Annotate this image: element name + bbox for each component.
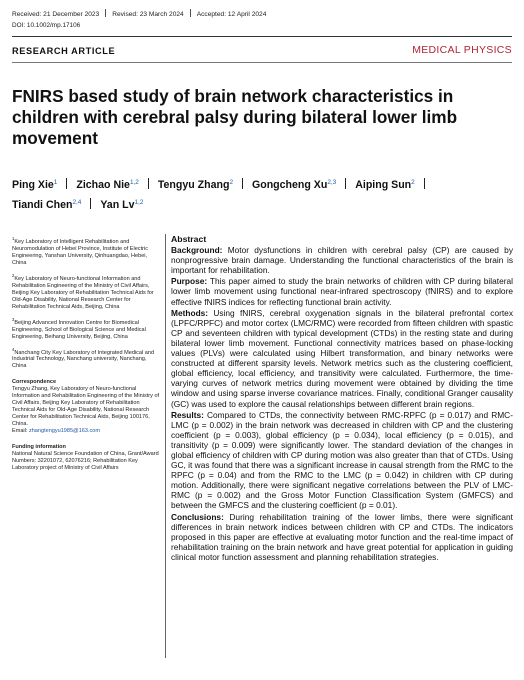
- header-rule-bottom: [12, 62, 512, 63]
- author[interactable]: Tengyu Zhang$^2$: [157, 179, 233, 191]
- author-list: [12, 174, 512, 214]
- abstract-background: Background: Motor dysfunctions in children with cerebral palsy (CP) are caused by nonprogressive brain damage. Understanding the functional characteristics of the brain is important for rehabilitation.: [171, 245, 513, 276]
- affiliation: $^4$Nanchang City Key Laboratory of Integrated Medical and Industrial Technology, Nanchang university, Nanchang, China: [12, 346, 155, 370]
- affiliation: $^2$Key Laboratory of Neuro-functional Information and Rehabilitation Engineering of the Ministry of Civil Affairs, Beijing Key Laboratory of Rehabilitation Technical Aids for Old-Age Disability, National Research Center for Rehabilitation Technical Aids, Beijing, China: [12, 272, 154, 310]
- author-separator: [424, 178, 425, 189]
- funding-heading: Funding information: [12, 444, 66, 451]
- author[interactable]: Aiping Sun$^2$: [355, 179, 415, 191]
- abstract-methods: Methods: Using fNIRS, cerebral oxygenation signals in the bilateral prefrontal cortex (LPFC/RPFC) and motor cortex (LMC/RMC) were recorded from fifteen children with spastic CP and seventeen children with typical development (CTDs) in the resting state and during bilateral lower limb movement. Functional connectivity matrices based on phase-locking values (PLVs) were calculated using Hilbert transformation, and binary networks were constructed at different sparsity levels. Network metrics such as the clustering coefficient, global efficiency, local efficiency, and transitivity were calculated. Furthermore, the time-varying curves of network metrics during movement were obtained by dividing the time window and using sparse inverse covariance matrices. Finally, conditional Granger causality (GC) was used to explore the causal relationships between different brain regions.: [171, 307, 513, 409]
- author-separator: [66, 178, 67, 189]
- header-rule: [12, 36, 512, 37]
- email-link[interactable]: zhangtengyu1985@163.com: [28, 428, 100, 435]
- affiliation: $^1$Key Laboratory of Intelligent Rehabilitation and Neuromodulation of Hebei Province, Institute of Electric Engineering, Yanshan University, Qinhuangdao, Hebei, China: [12, 236, 148, 266]
- author-separator: [345, 178, 346, 189]
- correspondence-email: Email: zhangtengyu1985@163.com: [12, 428, 100, 435]
- author[interactable]: Gongcheng Xu$^{2,3}$: [252, 179, 337, 191]
- author-separator: [242, 178, 243, 189]
- abstract-heading: Abstract: [171, 234, 207, 244]
- column-divider: [165, 234, 166, 658]
- date-separator: [190, 9, 191, 17]
- correspondence-heading: Correspondence: [12, 379, 57, 386]
- author[interactable]: Tiandi Chen$^{2,4}$: [12, 199, 82, 211]
- abstract: [171, 234, 513, 563]
- revised-date: Revised: 23 March 2024: [112, 11, 184, 18]
- received-date: Received: 21 December 2023: [12, 11, 100, 18]
- affiliation: $^3$Beijing Advanced Innovation Centre for Biomedical Engineering, School of Biological Science and Medical Engineering, Beihang University, Beijing, China: [12, 316, 146, 340]
- author[interactable]: Ping Xie$^1$: [12, 179, 58, 191]
- author[interactable]: Yan Lv$^{1,2}$: [100, 199, 144, 211]
- date-bar: [12, 9, 266, 18]
- author[interactable]: Zichao Nie$^{1,2}$: [76, 179, 139, 191]
- article-type: RESEARCH ARTICLE: [12, 46, 116, 56]
- article-title: FNIRS based study of brain network characteristics in children with cerebral palsy during bilateral lower limb movement: [12, 86, 458, 148]
- journal-name: MEDICAL PHYSICS: [412, 44, 512, 56]
- correspondence-text: Tengyu Zhang, Key Laboratory of Neuro-functional Information and Rehabilitation Engineering of the Ministry of Civil Affairs, Beijing Key Laboratory of Rehabilitation Technical Aids for Old-Age Disability, National Research Center for Rehabilitation Technical Aids, Beijing 100176, China.: [12, 386, 160, 428]
- date-separator: [105, 9, 106, 17]
- doi[interactable]: DOI: 10.1002/mp.17106: [12, 22, 81, 29]
- funding-text: National Natural Science Foundation of China, Grant/Award Numbers: 32201072, 62076216; Rehabilitation Key Laboratory project of Ministry of Civil Affairs: [12, 451, 159, 472]
- abstract-conclusions: Conclusions: During rehabilitation training of the lower limbs, there were significant differences in brain network indices between children with CP and CTDs. The indicators proposed in this paper are effective at evaluating motor function and the real-time impact of rehabilitation training on the brain network and have great potential for application in guiding clinical motor function assessment and planning rehabilitation strategies.: [171, 511, 513, 562]
- abstract-results: Results: Compared to CTDs, the connectivity between RMC-RPFC (p = 0.017) and RMC-LMC (p = 0.002) in the brain network was decreased in children with CP and the clustering coefficient (p = 0.003), global efficiency (p = 0.034), local efficiency (p = 0.015), and transitivity (p = 0.009) were significantly lower. The standard deviation of the changes in global efficiency of children with CP during motion was also greater than that of CTDs. Using GC, it was found that there was a significant increase in causal strength from the RMC to the RPFC (p = 0.04) and from the RMC to the LMC (p = 0.042) in children with CP during motion. Additionally, there were significant negative correlations between the PLV of LMC-RMC (p = 0.002) and the Gross Motor Function Classification System (GMFCS) and between the GMFCS and the clustering coefficient (p = 0.01).: [171, 409, 513, 511]
- accepted-date: Accepted: 12 April 2024: [196, 11, 267, 18]
- side-column: [12, 235, 162, 472]
- author-separator: [148, 178, 149, 189]
- abstract-purpose: Purpose: This paper aimed to study the brain networks of children with CP during bilateral lower limb movement using functional near-infrared spectroscopy (fNIRS) and to explore effective fNIRS indices for reflecting functional brain activity.: [171, 276, 513, 307]
- author-separator: [90, 198, 91, 209]
